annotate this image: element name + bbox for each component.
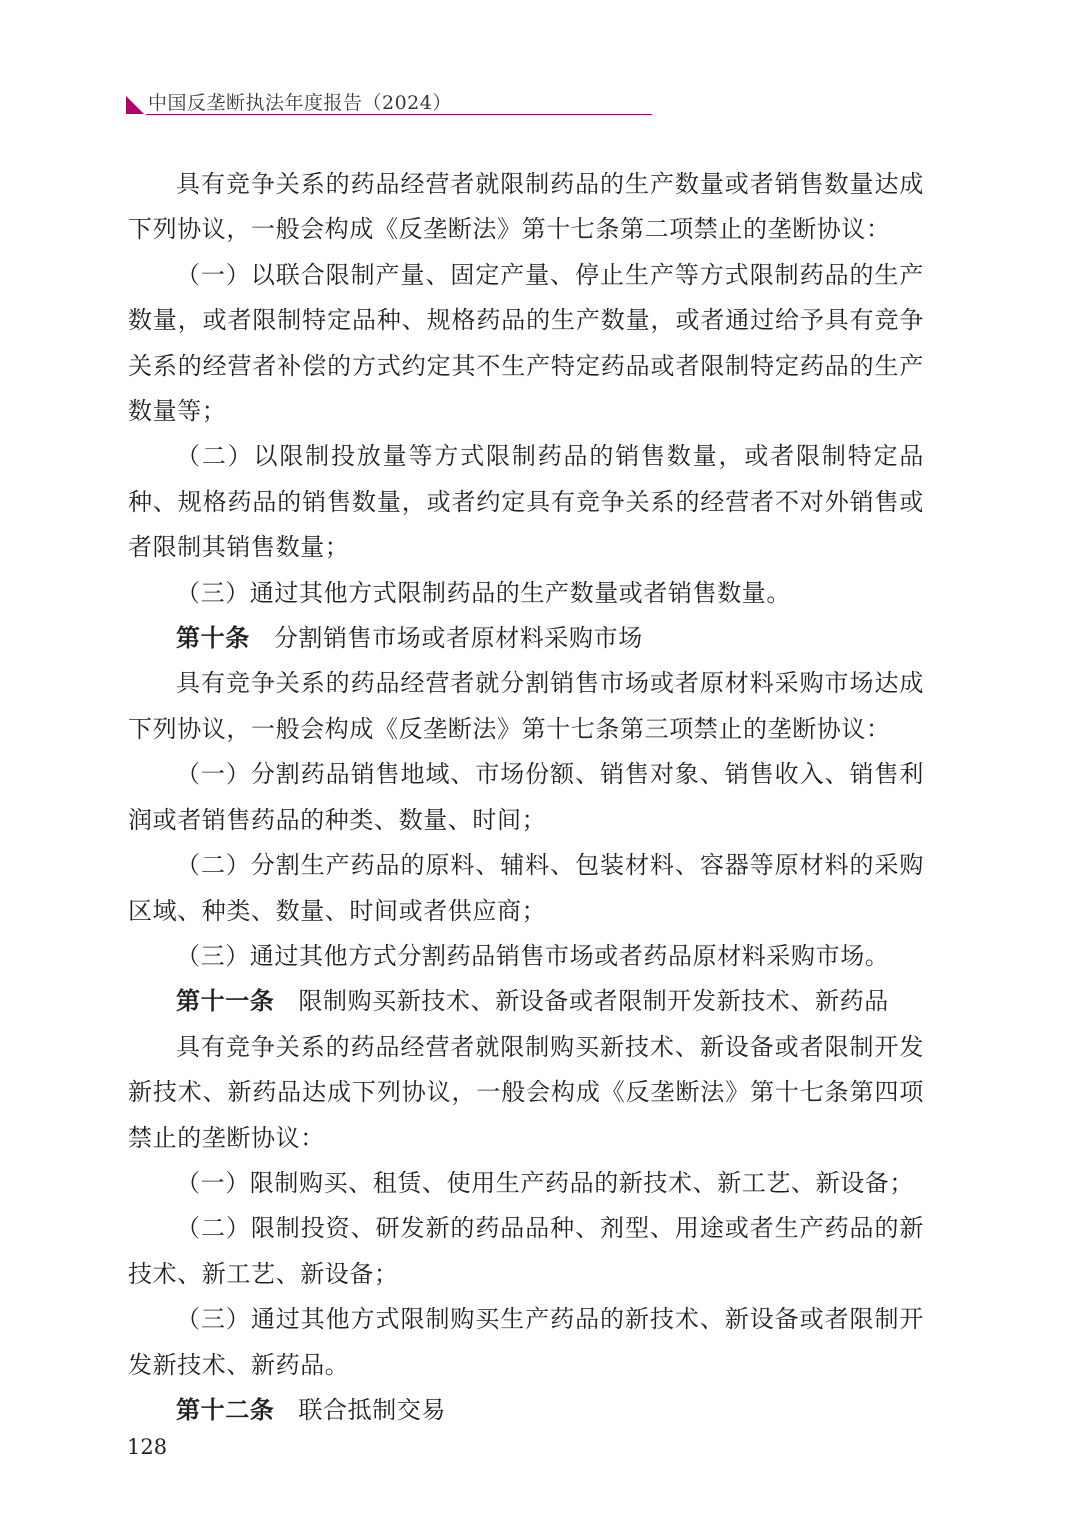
article-title: 联合抵制交易 bbox=[298, 1395, 447, 1424]
paragraph: （三）通过其他方式限制药品的生产数量或者销售数量。 bbox=[176, 578, 791, 607]
article-number: 第十二条 bbox=[176, 1395, 275, 1424]
paragraph: 具有竞争关系的药品经营者就限制购买新技术、新设备或者限制开发新技术、新药品达成下列协议，一般会构成《反垄断法》第十七条第四项禁止的垄断协议： bbox=[128, 1032, 924, 1152]
paragraph: （二）以限制投放量等方式限制药品的销售数量，或者限制特定品种、规格药品的销售数量，或者约定具有竞争关系的经营者不对外销售或者限制其销售数量； bbox=[128, 442, 924, 562]
paragraph: （三）通过其他方式分割药品销售市场或者药品原材料采购市场。 bbox=[176, 941, 890, 970]
header-rule bbox=[146, 114, 652, 115]
body-text bbox=[128, 162, 924, 1433]
running-header-title: 中国反垄断执法年度报告（2024） bbox=[148, 92, 452, 114]
paragraph: （一）分割药品销售地域、市场份额、销售对象、销售收入、销售利润或者销售药品的种类、数量、时间； bbox=[128, 760, 924, 834]
paragraph: （一）以联合限制产量、固定产量、停止生产等方式限制药品的生产数量，或者限制特定品种、规格药品的生产数量，或者通过给予具有竞争关系的经营者补偿的方式约定其不生产特定药品或者限制特定药品的生产数量等； bbox=[128, 260, 924, 426]
article-heading bbox=[128, 616, 924, 661]
paragraph: （二）分割生产药品的原料、辅料、包装材料、容器等原材料的采购区域、种类、数量、时间或者供应商； bbox=[128, 851, 924, 925]
article-heading bbox=[128, 979, 924, 1024]
paragraph: 具有竞争关系的药品经营者就分割销售市场或者原材料采购市场达成下列协议，一般会构成《反垄断法》第十七条第三项禁止的垄断协议： bbox=[128, 669, 924, 743]
paragraph: （三）通过其他方式限制购买生产药品的新技术、新设备或者限制开发新技术、新药品。 bbox=[128, 1305, 924, 1379]
paragraph: 具有竞争关系的药品经营者就限制药品的生产数量或者销售数量达成下列协议，一般会构成《反垄断法》第十七条第二项禁止的垄断协议： bbox=[128, 170, 924, 244]
article-title: 分割销售市场或者原材料采购市场 bbox=[273, 624, 643, 653]
article-number: 第十一条 bbox=[176, 987, 275, 1016]
article-number: 第十条 bbox=[176, 624, 250, 653]
paragraph: （二）限制投资、研发新的药品品种、剂型、用途或者生产药品的新技术、新工艺、新设备； bbox=[128, 1214, 924, 1288]
running-header bbox=[126, 84, 656, 118]
article-title: 限制购买新技术、新设备或者限制开发新技术、新药品 bbox=[298, 987, 889, 1016]
header-triangle-icon bbox=[126, 96, 144, 114]
article-heading bbox=[128, 1388, 924, 1433]
paragraph: （一）限制购买、租赁、使用生产药品的新技术、新工艺、新设备； bbox=[176, 1168, 914, 1197]
page-number: 128 bbox=[127, 1435, 168, 1459]
